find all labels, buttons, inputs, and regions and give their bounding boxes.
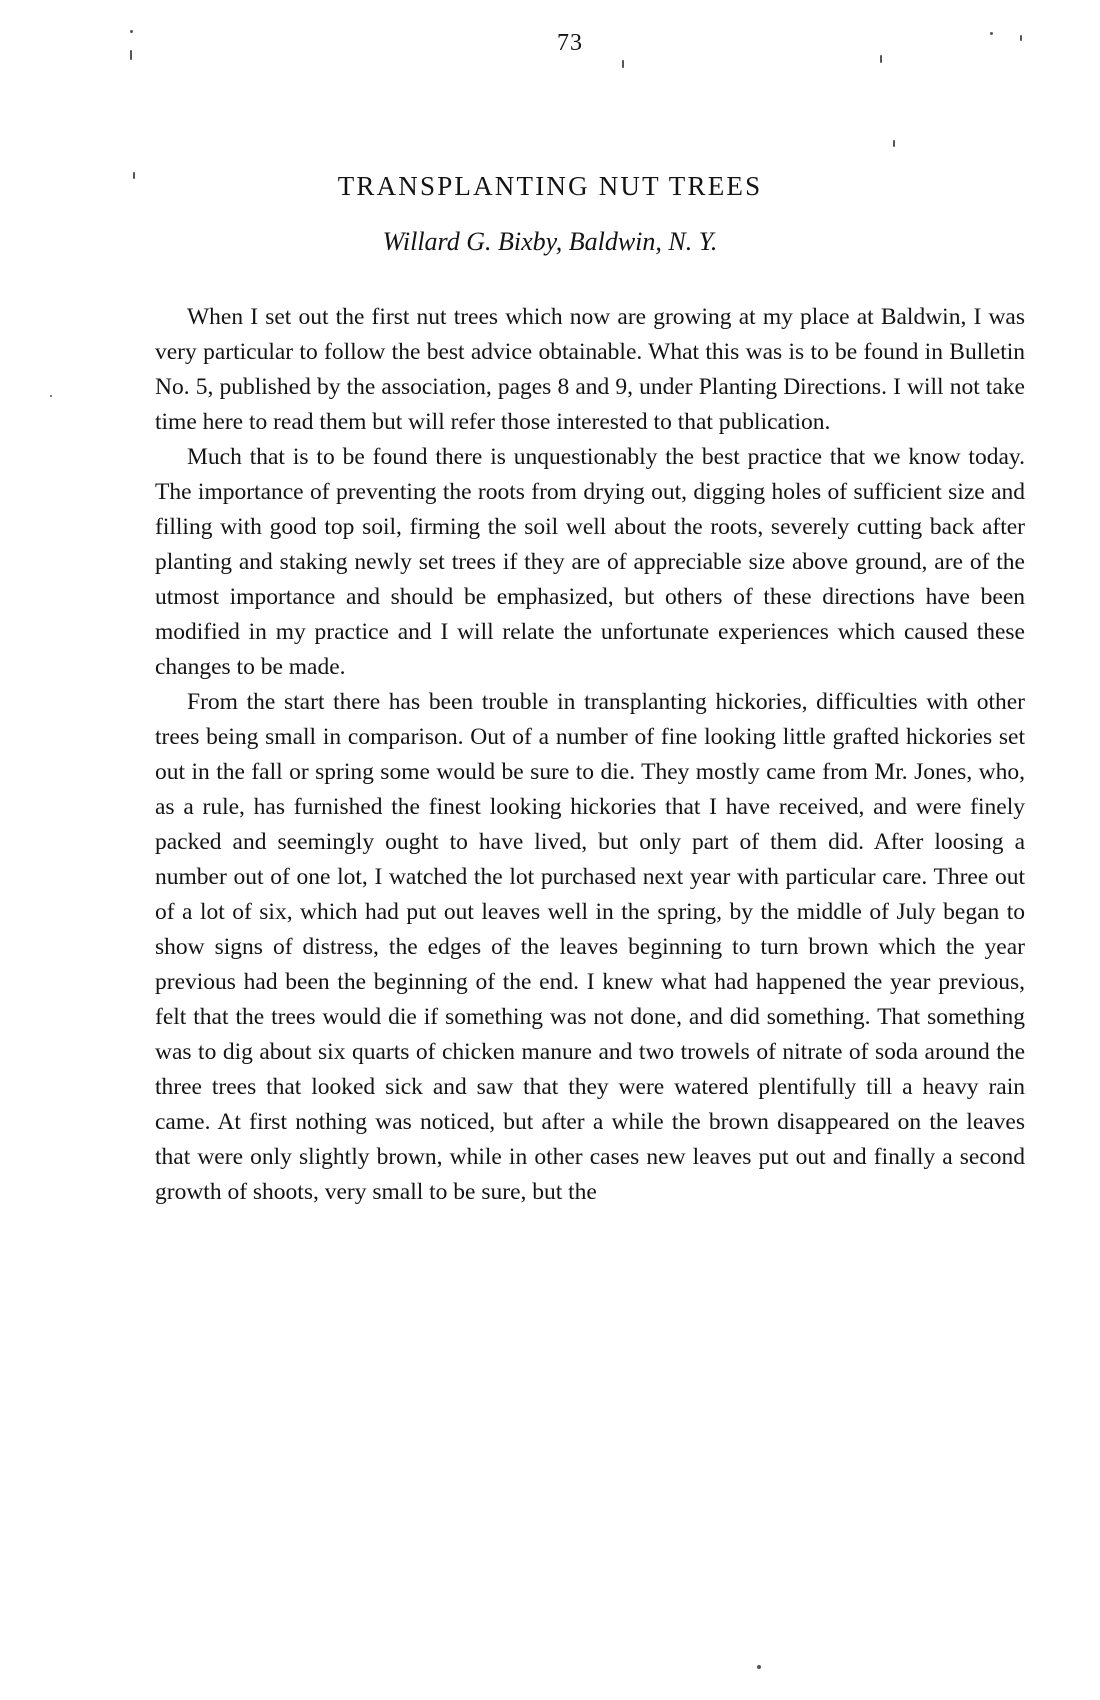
article-title: TRANSPLANTING NUT TREES bbox=[337, 171, 763, 201]
scan-speck bbox=[50, 395, 52, 397]
scan-speck bbox=[990, 32, 993, 35]
paragraph: From the start there has been trouble in transplanting hickories, difficulties with other trees being small in comparison. Out of a number of fine looking little grafted hickories set out in the fall or spring some would be sure to die. They mostly came from Mr. Jones, who, as a rule, has furnished the finest looking hickories that I have received, and were finely packed and seemingly ought to have lived, but only part of them did. After loosing a number out of one lot, I watched the lot purchased next year with particular care. Three out of a lot of six, which had put out leaves well in the spring, by the middle of July began to show signs of distress, the edges of the leaves beginning to turn brown which the year previous had been the beginning of the end. I knew what had happened the year previous, felt that the trees would die if something was not done, and did something. That something was to dig about six quarts of chicken manure and two trowels of nitrate of soda around the three trees that looked sick and saw that they were watered plentifully till a heavy rain came. At first nothing was noticed, but after a while the brown disappeared on the leaves that were only slightly brown, while in other cases new leaves put out and finally a second growth of shoots, very small to be sure, but the bbox=[155, 689, 1025, 1205]
scan-speck bbox=[622, 60, 624, 68]
paragraph: Much that is to be found there is unquestionably the best practice that we know today. The importance of preventing the roots from drying out, digging holes of sufficient size and filling with good top soil, firming the soil well about the roots, severely cutting back after planting and staking newly set trees if they are of appreciable size above ground, are of the utmost importance and should be emphasized, but others of these directions have been modified in my practice and I will relate the unfortunate experiences which caused these changes to be made. bbox=[155, 444, 1025, 680]
scan-speck bbox=[130, 30, 133, 33]
scan-speck bbox=[880, 55, 882, 63]
scan-speck bbox=[130, 50, 132, 60]
author-byline: Willard G. Bixby, Baldwin, N. Y. bbox=[382, 227, 718, 256]
page-number: 73 bbox=[557, 30, 583, 56]
scan-speck bbox=[893, 140, 895, 147]
paragraph: When I set out the first nut trees which now are growing at my place at Baldwin, I was very particular to follow the best advice obtainable. What this was is to be found in Bulletin No. 5, published by the association, pages 8 and 9, under Planting Directions. I will not take time here to read them but will refer those interested to that publication. bbox=[155, 304, 1025, 435]
article-body bbox=[155, 300, 1025, 1210]
scan-speck bbox=[133, 172, 135, 179]
scan-speck bbox=[757, 1665, 761, 1669]
scan-speck bbox=[1020, 35, 1022, 41]
